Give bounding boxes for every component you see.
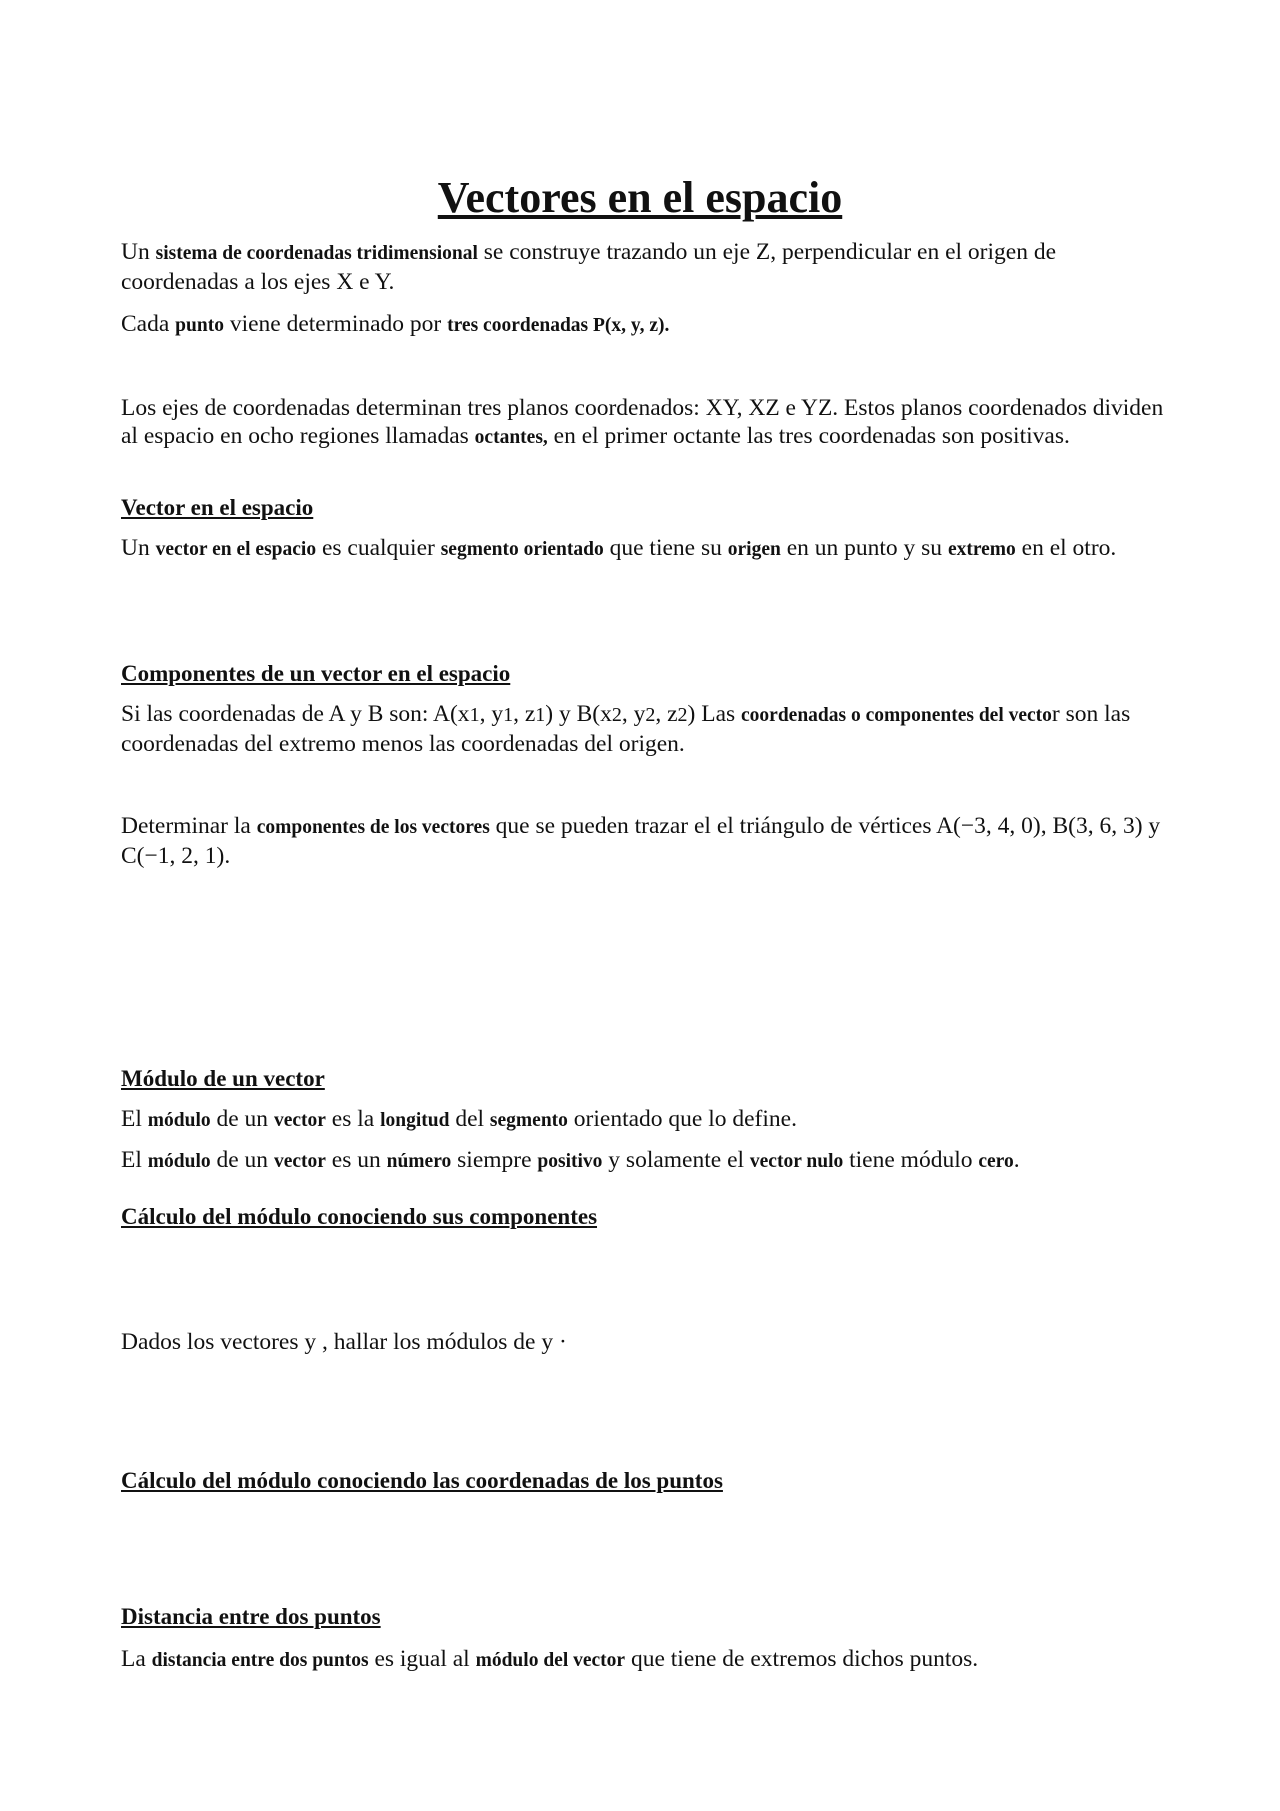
heading-modulo: Módulo de un vector	[121, 1066, 325, 1091]
paragraph-vector-definition: Un vector en el espacio es cualquier segmento orientado que tiene su origen en un punto y su extremo en el otro.	[121, 535, 1117, 561]
paragraph-modulo-positive: El módulo de un vector es un número siempre positivo y solamente el vector nulo tiene módulo cero.	[121, 1147, 1020, 1173]
paragraph-planes: Los ejes de coordenadas determinan tres planos coordenados: XY, XZ e YZ. Estos planos coordenados dividen al espacio en ocho regiones llamadas octantes, en el primer octante las tres coordenadas son positivas.	[121, 395, 1164, 449]
paragraph-modulo-definition: El módulo de un vector es la longitud del segmento orientado que lo define.	[121, 1106, 797, 1132]
heading-vector-en-el-espacio: Vector en el espacio	[121, 495, 314, 520]
paragraph-exercise-modulos: Dados los vectores y , hallar los módulos de y ·	[121, 1329, 567, 1355]
heading-componentes: Componentes de un vector en el espacio	[121, 661, 511, 686]
page-title: Vectores en el espacio	[437, 173, 843, 222]
heading-calculo-componentes: Cálculo del módulo conociendo sus componentes	[121, 1204, 598, 1229]
paragraph-distancia: La distancia entre dos puntos es igual al módulo del vector que tiene de extremos dichos puntos.	[121, 1646, 979, 1672]
paragraph-point: Cada punto viene determinado por tres coordenadas P(x, y, z).	[121, 311, 670, 337]
paragraph-exercise-triangle: Determinar la componentes de los vectores que se pueden trazar el el triángulo de vértices A(−3, 4, 0), B(3, 6, 3) y C(−1, 2, 1).	[121, 813, 1161, 869]
heading-calculo-puntos: Cálculo del módulo conociendo las coordenadas de los puntos	[121, 1468, 723, 1493]
heading-distancia: Distancia entre dos puntos	[121, 1604, 381, 1629]
paragraph-componentes: Si las coordenadas de A y B son: A(x1, y1, z1) y B(x2, y2, z2) Las coordenadas o componentes del vector son las coordenadas del extremo menos las coordenadas del origen.	[121, 701, 1131, 757]
paragraph-coordinate-system: Un sistema de coordenadas tridimensional se construye trazando un eje Z, perpendicular en el origen de coordenadas a los ejes X e Y.	[121, 239, 1057, 295]
